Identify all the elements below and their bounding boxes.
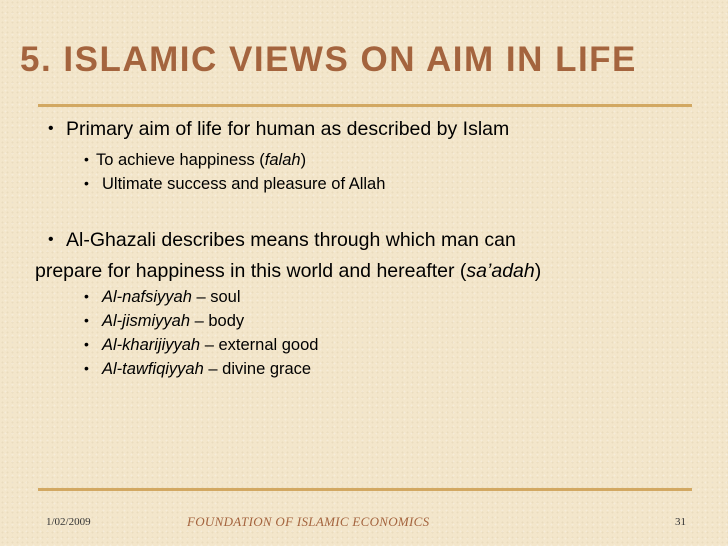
sub-bullet-success (84, 175, 385, 194)
bullet-text-close: ) (534, 260, 542, 282)
bullet-text: Al-Ghazali describes means through which man can (66, 229, 516, 251)
sub-bullet-means-1 (84, 312, 244, 331)
bullet-al-ghazali-cont (35, 260, 541, 283)
footer-page-number: 31 (675, 516, 686, 528)
bullet-text-close: ) (300, 151, 307, 169)
term-falah: falah (264, 151, 301, 169)
bullet-text: To achieve happiness ( (96, 151, 265, 169)
means-desc: – soul (191, 288, 241, 306)
bullet-text: Primary aim of life for human as described by Islam (66, 118, 510, 140)
means-desc: – divine grace (203, 360, 312, 378)
bullet-dot: • (84, 175, 89, 191)
means-desc: – external good (200, 336, 319, 354)
bullet-dot: • (84, 312, 89, 328)
means-term: Al-kharijiyyah (102, 336, 201, 354)
means-term: Al-jismiyyah (102, 312, 191, 330)
footer-title: FOUNDATION OF ISLAMIC ECONOMICS (187, 514, 430, 529)
bullet-dot: • (84, 360, 89, 376)
bullet-dot: • (48, 231, 54, 248)
means-term: Al-tawfiqiyyah (102, 360, 204, 378)
means-desc: – body (190, 312, 245, 330)
sub-bullet-happiness (84, 151, 306, 170)
sub-bullet-means-0 (84, 288, 241, 307)
sub-bullet-means-2 (84, 336, 318, 355)
bullet-text: prepare for happiness in this world and hereafter ( (35, 260, 467, 282)
bottom-divider (38, 488, 692, 491)
bullet-dot: • (84, 336, 89, 352)
bullet-dot: • (84, 151, 89, 167)
term-saadah: sa’adah (466, 260, 535, 282)
bullet-al-ghazali (48, 229, 516, 252)
top-divider (38, 104, 692, 107)
means-term: Al-nafsiyyah (102, 288, 192, 306)
sub-bullet-means-3 (84, 360, 311, 379)
bullet-text: Ultimate success and pleasure of Allah (102, 175, 386, 193)
slide-title: 5. ISLAMIC VIEWS ON AIM IN LIFE (20, 40, 637, 79)
bullet-primary-aim (48, 118, 509, 141)
bullet-dot: • (48, 120, 54, 137)
bullet-dot: • (84, 288, 89, 304)
footer-date: 1/02/2009 (46, 516, 91, 528)
